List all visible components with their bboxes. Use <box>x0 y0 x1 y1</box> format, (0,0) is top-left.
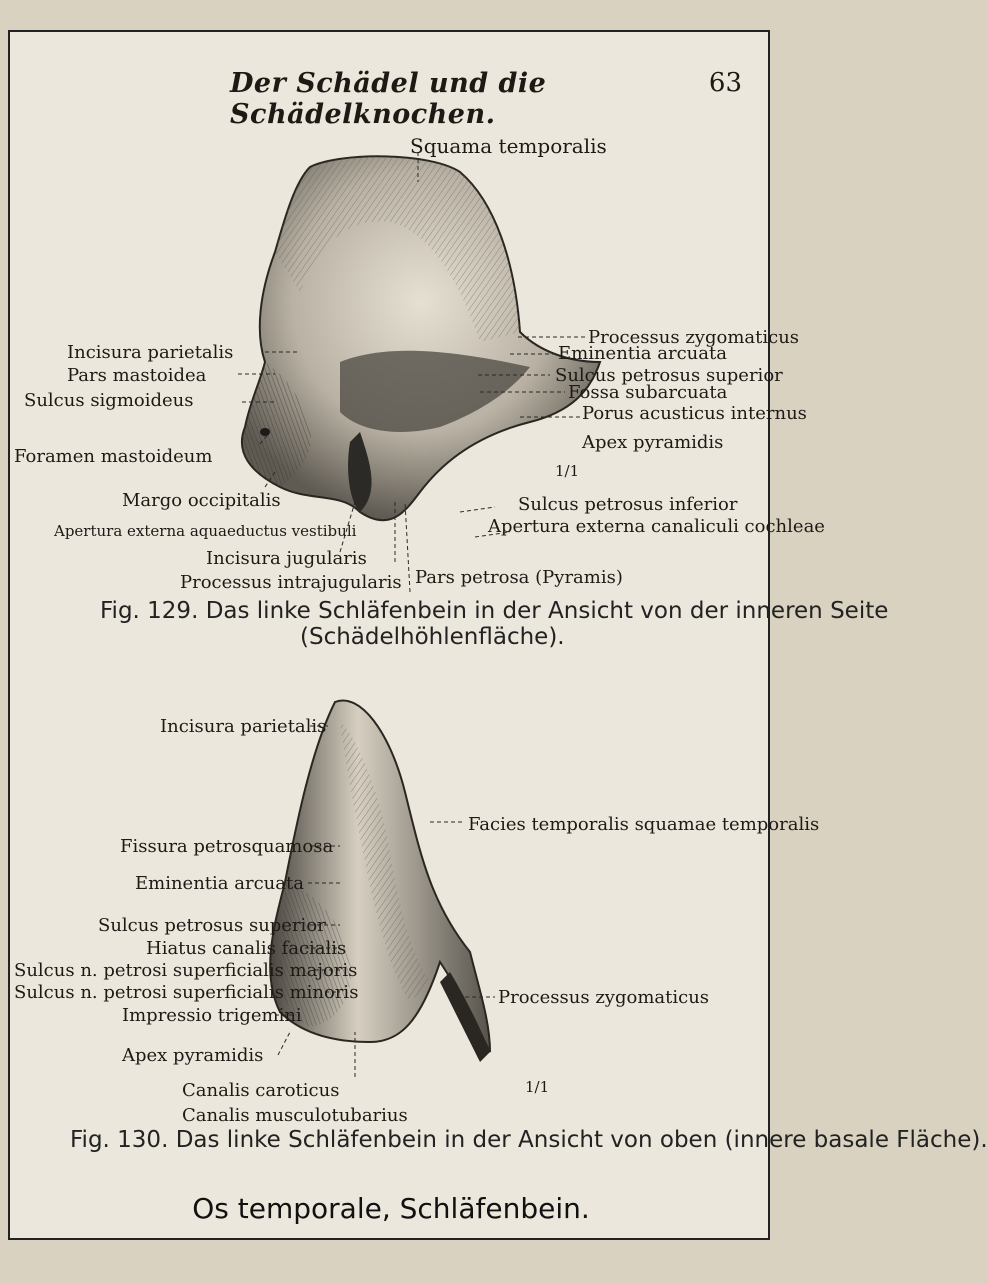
label-impressio-trigemini: Impressio trigemini <box>122 1005 302 1026</box>
label-processus-zygomaticus-1: Processus zygomaticus <box>588 327 800 348</box>
label-apex-pyramidis-1: Apex pyramidis <box>582 432 724 453</box>
caption-fig-130: Fig. 130. Das linke Schläfenbein in der Ansicht von oben (innere basale Fläche). <box>70 1127 988 1153</box>
label-incisura-jugularis: Incisura jugularis <box>206 548 367 569</box>
label-apertura-canaliculi: Apertura externa canaliculi cochleae <box>488 516 825 537</box>
label-scale-1: 1/1 <box>555 462 580 480</box>
caption-fig-129-line2: (Schädelhöhlenfläche). <box>300 624 565 650</box>
label-margo-occipitalis: Margo occipitalis <box>122 490 281 511</box>
label-porus-acusticus-internus: Porus acusticus internus <box>582 403 807 424</box>
label-pars-mastoidea: Pars mastoidea <box>67 365 207 386</box>
label-processus-intrajugularis: Processus intrajugularis <box>180 572 402 593</box>
label-eminentia-arcuata-1: Eminentia arcuata <box>558 343 727 364</box>
label-apertura-aquaeductus: Apertura externa aquaeductus vestibuli <box>54 522 357 540</box>
label-canalis-caroticus: Canalis caroticus <box>182 1080 340 1101</box>
page-title: Der Schädel und die Schädelknochen. <box>230 68 547 130</box>
label-fissura-petrosquamosa: Fissura petrosquamosa <box>120 836 334 857</box>
page-number: 63 <box>708 68 742 98</box>
label-fossa-subarcuata: Fossa subarcuata <box>568 382 728 403</box>
label-canalis-musculotubarius: Canalis musculotubarius <box>182 1105 408 1126</box>
label-squama-temporalis: Squama temporalis <box>410 134 607 158</box>
label-hiatus-canalis-facialis: Hiatus canalis facialis <box>146 938 347 959</box>
label-foramen-mastoideum: Foramen mastoideum <box>14 446 213 467</box>
label-sulcus-petrosus-superior-1: Sulcus petrosus superior <box>555 365 783 386</box>
label-incisura-parietalis-2: Incisura parietalis <box>160 716 327 737</box>
caption-fig-129-line1: Fig. 129. Das linke Schläfenbein in der Ansicht von der inneren Seite <box>100 598 889 624</box>
plate <box>8 30 988 1240</box>
label-processus-zygomaticus-2: Processus zygomaticus <box>498 987 710 1008</box>
label-sulcus-petrosus-inferior: Sulcus petrosus inferior <box>518 494 738 515</box>
figure-129-bone <box>242 156 600 520</box>
label-sulcus-majoris: Sulcus n. petrosi superficialis majoris <box>14 960 358 981</box>
label-pars-petrosa: Pars petrosa (Pyramis) <box>415 567 623 588</box>
label-apex-pyramidis-2: Apex pyramidis <box>122 1045 264 1066</box>
label-sulcus-minoris: Sulcus n. petrosi superficialis minoris <box>14 982 359 1003</box>
label-incisura-parietalis-1: Incisura parietalis <box>67 342 234 363</box>
footer-title: Os temporale, Schläfenbein. <box>192 1192 590 1225</box>
label-scale-2: 1/1 <box>525 1078 550 1096</box>
label-sulcus-petrosus-superior-2: Sulcus petrosus superior <box>98 915 326 936</box>
label-eminentia-arcuata-2: Eminentia arcuata <box>135 873 304 894</box>
label-facies-temporalis: Facies temporalis squamae temporalis <box>468 814 820 835</box>
label-sulcus-sigmoideus: Sulcus sigmoideus <box>24 390 194 411</box>
